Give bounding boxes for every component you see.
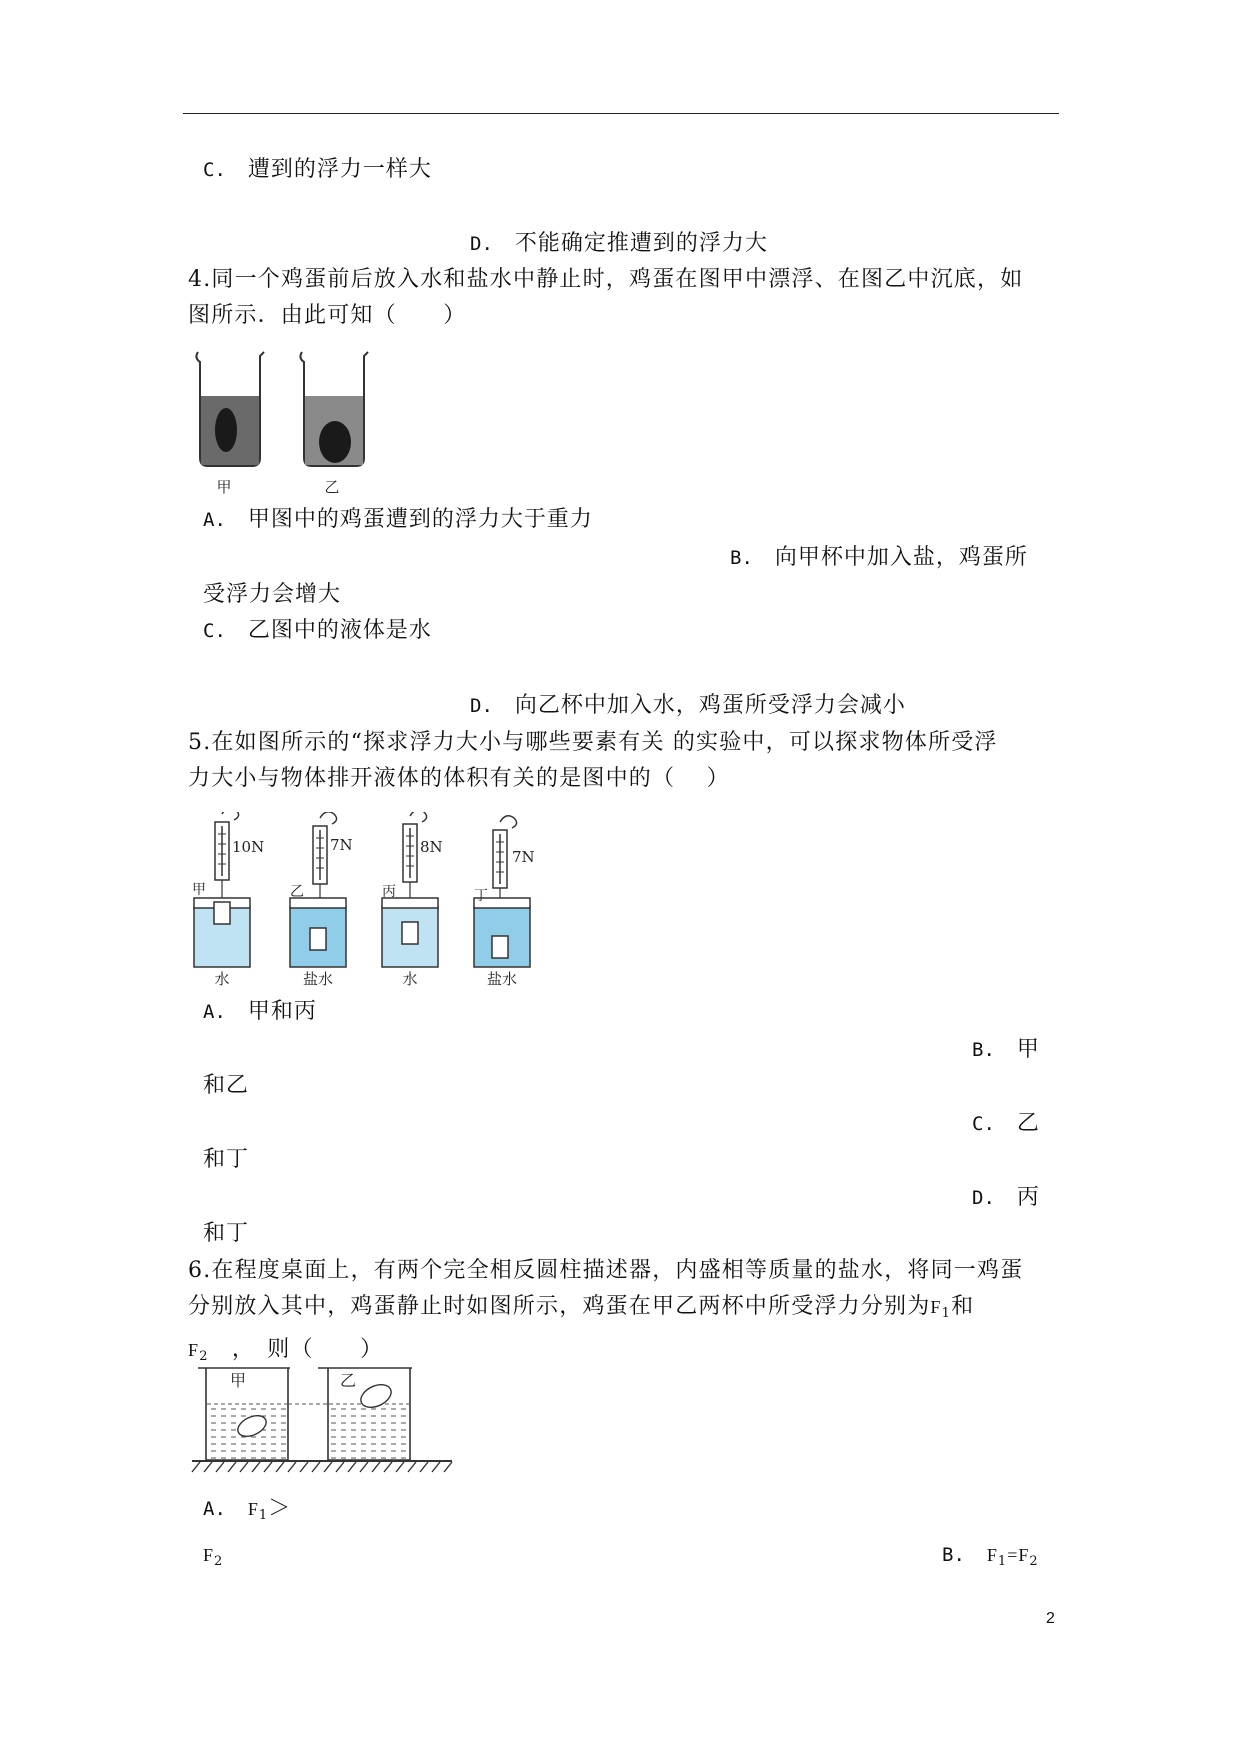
beaker-jia (196, 352, 264, 466)
q4-figure-beakers (190, 348, 370, 498)
liquid-bing: 水 (402, 970, 418, 988)
fig-label-yi: 乙 (324, 478, 340, 496)
fig-label-jia: 甲 (216, 478, 232, 496)
q5-option-c[interactable]: C. 乙 (972, 1111, 1040, 1136)
q4-option-c[interactable]: C. 乙图中的液体是水 (203, 618, 432, 643)
q5-option-d[interactable]: D. 丙 (972, 1185, 1040, 1210)
liquid-yi: 盐水 (302, 970, 334, 988)
q6-stem: 6.在程度桌面上，有两个完全相反圆柱描述器，内盛相等质量的盐水，将同一鸡蛋 分别放入其中，鸡蛋静止时如图所示，鸡蛋在甲乙两杯中所受浮力分别为$F_1$和 $F_2$ ， 则（ ） (188, 1258, 1024, 1364)
q5-option-d-continued: 和丁 (203, 1221, 250, 1246)
q3-option-d[interactable]: D. 不能确定推遭到的浮力大 (470, 231, 768, 256)
q6-fig-label-jia: 甲 (230, 1371, 247, 1390)
q6-option-a-continued: $F_2$ (203, 1545, 224, 1569)
q5-option-a[interactable]: A. 甲和丙 (203, 999, 317, 1024)
q5-stem: 5.在如图所示的“探求浮力大小与哪些要素有关 的实验中，可以探求物体所受浮 力大小与物体排开液体的体积有关的是图中的（ ） (188, 730, 998, 791)
ground-hatching (192, 1462, 452, 1472)
reading-ding: 7N (512, 848, 535, 866)
q5-option-b-continued: 和乙 (203, 1073, 250, 1098)
tag-bing: 丙 (382, 884, 396, 900)
q6-fig-label-yi: 乙 (340, 1371, 357, 1390)
q4-option-a[interactable]: A. 甲图中的鸡蛋遭到的浮力大于重力 (203, 507, 593, 532)
reading-yi: 7N (330, 836, 353, 854)
q4-option-d[interactable]: D. 向乙杯中加入水，鸡蛋所受浮力会减小 (470, 693, 906, 718)
beaker-yi (300, 352, 368, 466)
q4-option-b[interactable]: B. 向甲杯中加入盐，鸡蛋所 (730, 545, 1028, 570)
q6-option-b[interactable]: B. $F_1=F_2$ (942, 1544, 1039, 1569)
tag-yi: 乙 (290, 884, 304, 900)
q6-figure-beakers (190, 1364, 460, 1484)
q5-figure-spring-scales (190, 812, 570, 992)
page-number: 2 (1046, 1610, 1055, 1627)
reading-jia: 10N (232, 838, 265, 856)
q4-option-b-continued: 受浮力会增大 (203, 582, 342, 607)
liquid-jia: 水 (214, 970, 230, 988)
tag-ding: 丁 (474, 888, 488, 904)
reading-bing: 8N (420, 838, 443, 856)
q5-option-b[interactable]: B. 甲 (972, 1037, 1040, 1062)
q3-option-c[interactable]: C. 遭到的浮力一样大 (203, 157, 432, 182)
q4-stem: 4.同一个鸡蛋前后放入水和盐水中静止时，鸡蛋在图甲中漂浮、在图乙中沉底，如 图所示．由此可知（ ） (188, 267, 1024, 328)
header-rule (183, 113, 1059, 114)
q5-option-c-continued: 和丁 (203, 1147, 250, 1172)
liquid-ding: 盐水 (486, 970, 518, 988)
tag-jia: 甲 (192, 882, 206, 898)
q6-option-a[interactable]: A. $F_1>$ (203, 1496, 292, 1523)
